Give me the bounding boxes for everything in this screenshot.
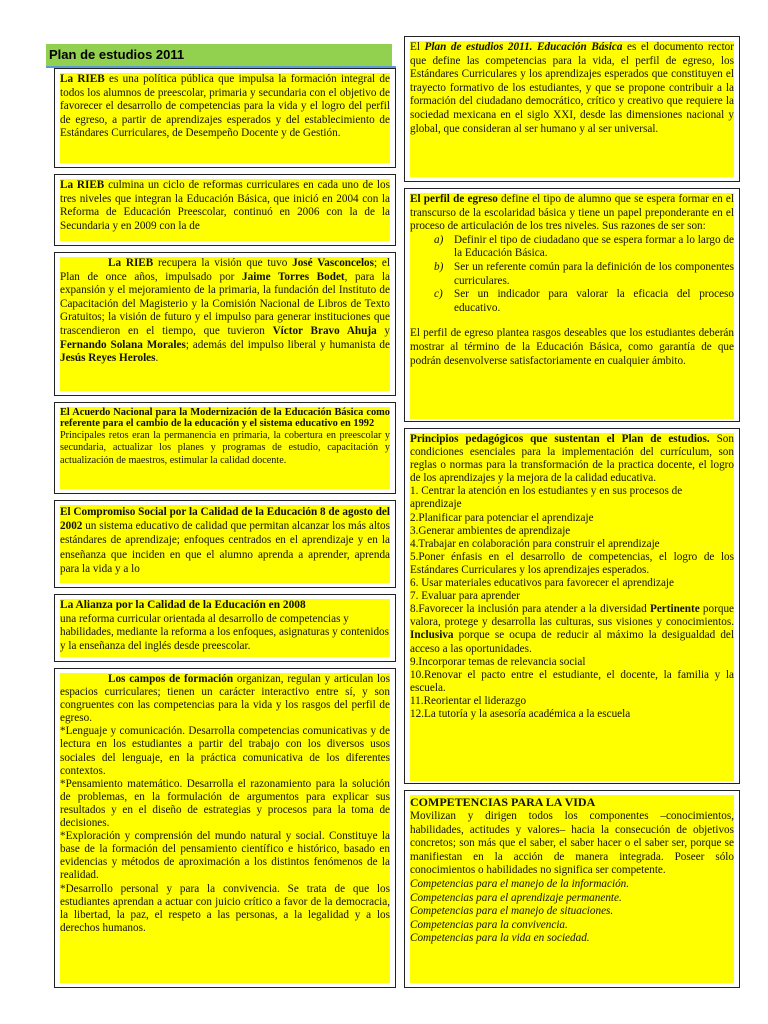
compromiso-heading: El Compromiso Social por la Calidad de la Educación 8 de agosto del 2002 bbox=[60, 506, 390, 533]
name-torres-bodet: Jaime Torres Bodet bbox=[242, 270, 345, 283]
competencia-informacion: Competencias para el manejo de la información. bbox=[410, 877, 630, 890]
page-title: Plan de estudios 2011 bbox=[46, 44, 392, 66]
campos-box bbox=[54, 668, 396, 988]
perfil-mark-a: a) bbox=[434, 233, 444, 246]
competencias-content bbox=[410, 795, 734, 983]
perfil-intro: define el tipo de alumno que se espera formar en el transcurso de la escolaridad básica y tiene un papel preponderante en el proceso de articulación de los tres niveles. Sus razones de ser son: bbox=[410, 193, 734, 233]
campos-intro: organizan, regulan y articulan los espacios curriculares; tienen un carácter interactivo entre sí, y son congruentes con las competencias para la vida y los rasgos del perfil de egreso. bbox=[60, 673, 390, 725]
perfil-mark-b: b) bbox=[434, 260, 444, 273]
rieb-reforms-box bbox=[54, 174, 396, 246]
principios-intro: Son condiciones esenciales para la implementación del currículum, son reglas o normas para la transformación de la practica docente, el logro de los aprendizajes y la mejora de la calidad educativa. bbox=[410, 433, 734, 485]
competencias-box bbox=[404, 790, 740, 988]
acuerdo-content bbox=[60, 407, 390, 489]
campo-desarrollo: *Desarrollo personal y para la convivencia. Se trata de que los estudiantes aprendan a actuar con juicio crítico a favor de la democracia, la libertad, la paz, el respeto a las personas, a la legalidad y a los derechos humanos. bbox=[60, 882, 390, 934]
competencia-aprendizaje: Competencias para el aprendizaje permanente. bbox=[410, 891, 622, 904]
rieb-policy-lead: La RIEB bbox=[60, 73, 105, 85]
rieb-vision-text-3: , para la expansión y el mejoramiento de la primaria, la fundación del Instituto de Capacitación del Magisterio y la Comisión Nacional de Libros de Texto Gratuitos; la visión de futuro y el impulso para generar instituciones que trascendieron en el tiempo, que tuvieron bbox=[60, 270, 390, 337]
perfil-text-a: Definir el tipo de ciudadano que se espera formar a lo largo de la Educación Básica. bbox=[454, 233, 734, 260]
competencias-body: Movilizan y dirigen todos los componentes –conocimientos, habilidades, actitudes y valores– hacia la consecución de objetivos concretos; son más que el saber, el saber hacer o el saber ser, porque se manifiestan en la acción de manera integrada. Poseer sólo conocimientos o habilidades no significa ser competente. bbox=[410, 810, 734, 877]
rieb-reforms-text bbox=[60, 179, 390, 241]
principio-1: 1. Centrar la atención en los estudiantes y en sus procesos de aprendizaje bbox=[410, 485, 683, 511]
principio-11: 11.Reorientar el liderazgo bbox=[410, 694, 527, 707]
perfil-content bbox=[410, 193, 734, 419]
principio-8-e: porque se ocupa de reducir al máximo la desigualdad del acceso a las oportunidades. bbox=[410, 629, 734, 655]
principio-4: 4.Trabajar en colaboración para construir el aprendizaje bbox=[410, 537, 660, 550]
alianza-content bbox=[60, 599, 390, 657]
rieb-vision-text bbox=[60, 257, 390, 391]
competencia-situaciones: Competencias para el manejo de situaciones. bbox=[410, 905, 614, 918]
rieb-reforms-body: culmina un ciclo de reformas curriculares en cada uno de los tres niveles que integran la Educación Básica, que inició en 2004 con la Reforma de Educación Preescolar, continuó en 2006 con la de la Secundaria y en 2009 con la de bbox=[60, 179, 390, 232]
plan-pre: El bbox=[410, 41, 425, 53]
rieb-reforms-lead: La RIEB bbox=[60, 179, 105, 191]
principio-7: 7. Evaluar para aprender bbox=[410, 590, 520, 603]
compromiso-body: un sistema educativo de calidad que permitan alcanzar los más altos estándares de aprendizaje; enfoques centrados en el aprendizaje y en la enseñanza que inciden en que el alumno aprenda a aprender, aprenda para la vida y a lo bbox=[60, 520, 390, 575]
principio-6: 6. Usar materiales educativos para favorecer el aprendizaje bbox=[410, 577, 675, 590]
acuerdo-body: Principales retos eran la permanencia en primaria, la cobertura en preescolar y secundaria, actualizar los planes y programas de estudio, capacitación y actualización de maestros, estimular la calidad docente. bbox=[60, 429, 390, 466]
perfil-box bbox=[404, 188, 740, 422]
principio-8-pertinente: Pertinente bbox=[649, 603, 700, 616]
perfil-item-b bbox=[410, 261, 734, 288]
principio-10: 10.Renovar el pacto entre el estudiante, el docente, la familia y la escuela. bbox=[410, 668, 734, 694]
perfil-lead: El perfil de egreso bbox=[410, 193, 498, 205]
plan-body: es el documento rector que define las competencias para la vida, el perfil de egreso, los Estándares Curriculares y los aprendizajes esperados que constituyen el trayecto formativo de los estudiantes, y que se propone contribuir a la formación del ciudadano democrático, crítico y creativo que requiere la sociedad mexicana en el siglo XXI, desde las dimensiones nacional y global, que consideran al ser humano y al ser universal. bbox=[410, 41, 734, 135]
alianza-heading: La Alianza por la Calidad de la Educación en 2008 bbox=[60, 599, 306, 611]
campos-content bbox=[60, 673, 390, 983]
campo-matematico: *Pensamiento matemático. Desarrolla el razonamiento para la solución de problemas, en la formulación de argumentos para explicar sus resultados y en el diseño de estrategias y procesos para la toma de decisiones. bbox=[60, 777, 390, 830]
perfil-item-a bbox=[410, 234, 734, 261]
plan-box bbox=[404, 36, 740, 182]
principios-content bbox=[410, 433, 734, 781]
principio-5: 5.Poner énfasis en el desarrollo de competencias, el logro de los Estándares Curriculares y los aprendizajes esperados. bbox=[410, 550, 734, 576]
principio-3: 3.Generar ambientes de aprendizaje bbox=[410, 524, 571, 537]
campos-lead: Los campos de formación bbox=[108, 673, 234, 685]
perfil-closing: El perfil de egreso plantea rasgos deseables que los estudiantes deberán mostrar al término de la Educación Básica, como garantía de que podrán desenvolverse satisfactoriamente en cualquier ámbito. bbox=[410, 327, 734, 367]
principio-9: 9.Incorporar temas de relevancia social bbox=[410, 655, 586, 668]
principio-8-inclusiva: Inclusiva bbox=[410, 629, 454, 642]
rieb-vision-text-5: ; además del impulso liberal y humanista de bbox=[185, 338, 390, 351]
competencia-sociedad: Competencias para la vida en sociedad. bbox=[410, 932, 590, 945]
principio-8-a: 8.Favorecer la inclusión para atender a la diversidad bbox=[410, 603, 650, 616]
plan-content bbox=[410, 41, 734, 177]
compromiso-content bbox=[60, 505, 390, 583]
rieb-vision-lead: La RIEB bbox=[108, 257, 154, 269]
rieb-vision-text-4: y bbox=[376, 324, 390, 337]
plan-title: Plan de estudios 2011. Educación Básica bbox=[424, 41, 623, 53]
rieb-vision-box bbox=[54, 252, 396, 396]
competencia-convivencia: Competencias para la convivencia. bbox=[410, 918, 568, 931]
name-vasconcelos: José Vasconcelos bbox=[292, 257, 374, 269]
perfil-item-c bbox=[410, 288, 734, 315]
principio-12: 12.La tutoría y la asesoría académica a la escuela bbox=[410, 707, 631, 720]
name-solana-morales: Fernando Solana Morales bbox=[60, 338, 186, 351]
acuerdo-heading: El Acuerdo Nacional para la Modernización de la Educación Básica como referente para el cambio de la educación y el sistema educativo en 1992 bbox=[60, 407, 390, 430]
principio-8 bbox=[410, 603, 734, 655]
perfil-list bbox=[410, 234, 734, 316]
rieb-policy-text bbox=[60, 73, 390, 163]
alianza-body: una reforma curricular orientada al desarrollo de competencias y habilidades, mediante la reforma a los enfoques, asignaturas y contenidos y la enseñanza del inglés desde preescolar. bbox=[60, 612, 389, 652]
principio-2: 2.Planificar para potenciar el aprendizaje bbox=[410, 511, 594, 524]
acuerdo-box bbox=[54, 402, 396, 494]
campo-lenguaje: *Lenguaje y comunicación. Desarrolla competencias comunicativas y de lectura en los estudiantes a partir del trabajo con los diversos usos sociales del lenguaje, en la práctica comunicativa de los diferentes contextos. bbox=[60, 725, 390, 777]
principios-box bbox=[404, 428, 740, 784]
campo-exploracion: *Exploración y comprensión del mundo natural y social. Constituye la base de la formación del pensamiento científico e histórico, basado en evidencias y métodos de aproximación a los distintos fenómenos de la realidad. bbox=[60, 830, 390, 882]
perfil-mark-c: c) bbox=[434, 288, 443, 301]
perfil-text-c: Ser un indicador para valorar la eficacia del proceso educativo. bbox=[454, 288, 734, 314]
rieb-vision-text-1: recupera la visión que tuvo bbox=[153, 257, 293, 269]
alianza-box bbox=[54, 594, 396, 662]
compromiso-box bbox=[54, 500, 396, 588]
principios-heading: Principios pedagógicos que sustentan el Plan de estudios. bbox=[410, 433, 710, 445]
rieb-vision-text-6: . bbox=[155, 352, 159, 365]
name-reyes-heroles: Jesús Reyes Heroles bbox=[60, 352, 156, 365]
perfil-text-b: Ser un referente común para la definición de los componentes curriculares. bbox=[454, 260, 734, 287]
rieb-policy-body: es una política pública que impulsa la formación integral de todos los alumnos de preescolar, primaria y secundaria con el objetivo de favorecer el desarrollo de competencias para la vida y el logro del perfil de egreso, a partir de aprendizajes esperados y del establecimiento de Estándares Curriculares, de Desempeño Docente y de Gestión. bbox=[60, 73, 390, 140]
name-bravo-ahuja: Víctor Bravo Ahuja bbox=[272, 324, 377, 337]
competencias-heading: COMPETENCIAS PARA LA VIDA bbox=[410, 795, 596, 809]
rieb-policy-box bbox=[54, 68, 396, 168]
principio-8-c: porque valora, protege y desarrolla las culturas, sus visiones y conocimientos. bbox=[410, 603, 734, 629]
rieb-vision-text-2: ; el Plan de once años, impulsado por bbox=[60, 257, 390, 283]
